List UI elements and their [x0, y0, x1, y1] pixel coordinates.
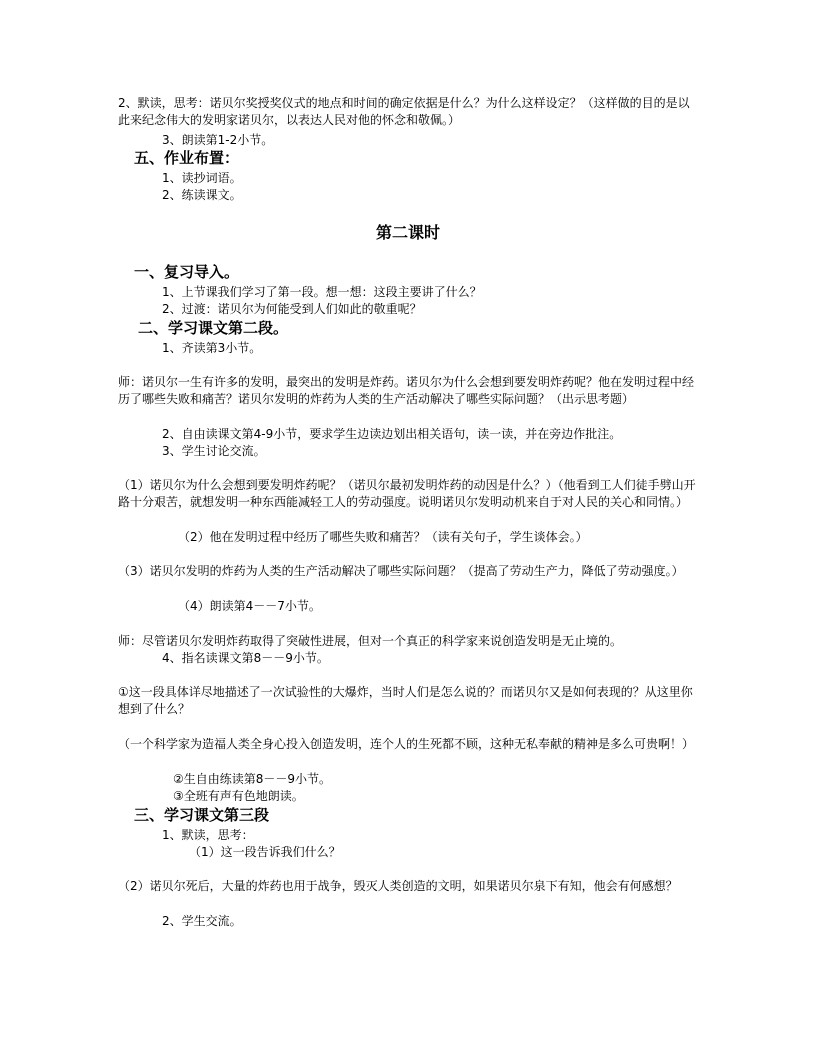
paragraph: （3）诺贝尔发明的炸药为人类的生产活动解决了哪些实际问题？（提高了劳动生产力，降低了劳动强度。）	[118, 564, 684, 578]
paragraph: （4）朗读第4－－7小节。	[178, 599, 321, 613]
paragraph: （2）诺贝尔死后，大量的炸药也用于战争，毁灭人类创造的文明，如果诺贝尔泉下有知，他会有何感想？	[118, 879, 678, 893]
paragraph: 2、学生交流。	[162, 914, 242, 928]
paragraph: 2、默读，思考：诺贝尔奖授奖仪式的地点和时间的确定依据是什么？为什么这样设定？（这样做的目的是以此来纪念伟大的发明家诺贝尔，以表达人民对他的怀念和敬佩。）	[118, 96, 690, 127]
paragraph: 2、练读课文。	[162, 188, 242, 202]
section-heading: 三、学习课文第三段	[134, 806, 270, 824]
paragraph: 2、过渡：诺贝尔为何能受到人们如此的敬重呢？	[162, 302, 422, 316]
paragraph: ②生自由练读第8－－9小节。	[173, 772, 332, 786]
paragraph: （一个科学家为造福人类全身心投入创造发明，连个人的生死都不顾，这种无私奉献的精神是多么可贵啊！）	[118, 737, 695, 751]
paragraph: 1、读抄词语。	[162, 171, 242, 185]
paragraph: ③全班有声有色地朗读。	[173, 789, 304, 803]
section-heading: 一、复习导入。	[134, 263, 240, 281]
section-heading: 二、学习课文第二段。	[138, 319, 289, 337]
paragraph: （1）诺贝尔为什么会想到要发明炸药呢？（诺贝尔最初发明炸药的动因是什么？）（他看到工人们徒手劈山开路十分艰苦，就想发明一种东西能减轻工人的劳动强度。说明诺贝尔发明动机来自于对人民的关心和同情。）	[118, 478, 696, 509]
paragraph: ①这一段具体详尽地描述了一次试验性的大爆炸，当时人们是怎么说的？而诺贝尔又是如何表现的？从这里你想到了什么？	[118, 685, 693, 716]
paragraph: 4、指名读课文第8－－9小节。	[162, 651, 329, 665]
section-heading: 五、作业布置：	[134, 149, 240, 167]
paragraph: 1、默读，思考：	[162, 828, 254, 842]
paragraph: 3、学生讨论交流。	[162, 444, 266, 458]
page-title: 第二课时	[375, 223, 440, 242]
paragraph: 1、齐读第3小节。	[162, 341, 262, 355]
paragraph: 1、上节课我们学习了第一段。想一想：这段主要讲了什么？	[162, 285, 482, 299]
paragraph: 师：诺贝尔一生有许多的发明，最突出的发明是炸药。诺贝尔为什么会想到要发明炸药呢？他在发明过程中经历了哪些失败和痛苦？诺贝尔发明的炸药为人类的生产活动解决了哪些实际问题？（出示思考题）	[118, 375, 695, 406]
paragraph: （2）他在发明过程中经历了哪些失败和痛苦？（读有关句子，学生谈体会。）	[178, 530, 588, 544]
paragraph: （1）这一段告诉我们什么？	[189, 845, 341, 859]
paragraph: 2、自由读课文第4-9小节，要求学生边读边划出相关语句，读一读，并在旁边作批注。	[162, 427, 622, 441]
paragraph: 3、朗读第1-2小节。	[162, 133, 274, 147]
paragraph: 师：尽管诺贝尔发明炸药取得了突破性进展，但对一个真正的科学家来说创造发明是无止境的。	[118, 634, 623, 648]
